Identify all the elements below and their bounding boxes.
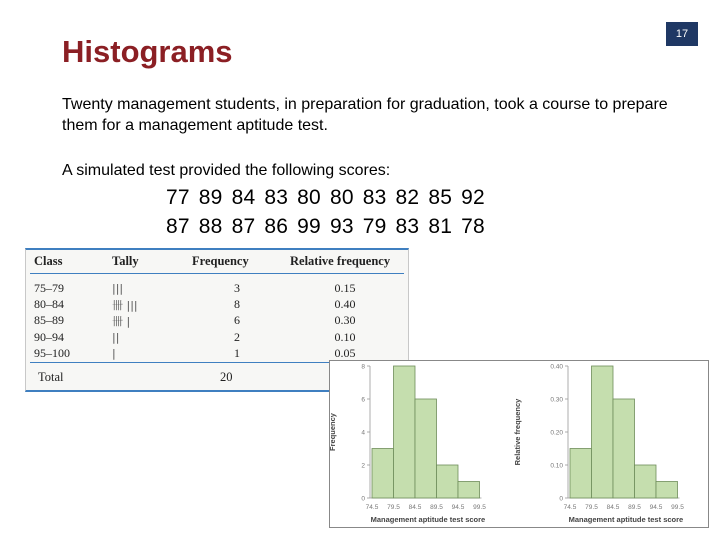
y-tick-label: 0.30 — [550, 396, 563, 404]
x-tick-label: 94.5 — [649, 504, 663, 511]
class-cell: 85–89 — [34, 313, 64, 328]
frequency-cell: 8 — [234, 297, 240, 312]
column-header-tally: Tally — [112, 254, 139, 268]
score-list — [166, 183, 485, 241]
column-header-relative-frequency: Relative frequency — [290, 254, 391, 268]
y-axis-label: Relative frequency — [513, 398, 522, 466]
total-value: 20 — [220, 370, 233, 384]
histogram-bar — [613, 399, 635, 498]
column-header-class: Class — [34, 254, 63, 268]
class-cell: 75–79 — [34, 280, 64, 295]
intro-paragraph: Twenty management students, in preparation for graduation, took a course to prepare them for a management aptitude test. — [62, 96, 668, 134]
frequency-cell: 3 — [234, 280, 240, 295]
tally-cell: 卌 ||| — [112, 298, 138, 312]
y-axis-label: Frequency — [328, 413, 337, 451]
relative-frequency-cell: 0.05 — [334, 346, 356, 361]
tally-cell: 卌 | — [112, 314, 131, 328]
x-axis-label: Management aptitude test score — [370, 515, 486, 524]
table-row — [30, 329, 404, 345]
histogram-charts — [330, 361, 708, 527]
x-axis-label: Management aptitude test score — [568, 515, 684, 524]
x-tick-label: 74.5 — [365, 504, 379, 511]
page-title: Histograms — [62, 34, 233, 69]
y-tick-label: 4 — [361, 429, 365, 437]
class-cell: 80–84 — [34, 297, 64, 312]
x-tick-label: 99.5 — [671, 504, 684, 511]
class-cell: 95–100 — [34, 346, 70, 361]
x-tick-label: 84.5 — [408, 504, 422, 511]
table-row — [30, 274, 404, 297]
table-row — [30, 296, 404, 312]
x-tick-label: 94.5 — [451, 504, 465, 511]
tally-cell: | — [112, 347, 116, 361]
y-tick-label: 0.10 — [550, 462, 563, 470]
y-tick-label: 0.40 — [550, 363, 563, 371]
x-tick-label: 99.5 — [473, 504, 486, 511]
x-tick-label: 79.5 — [585, 504, 598, 511]
histogram-panel — [329, 360, 709, 528]
total-label: Total — [38, 370, 64, 384]
x-tick-label: 89.5 — [628, 504, 641, 511]
relative-frequency-cell: 0.10 — [334, 329, 356, 344]
slide-number: 17 — [666, 22, 698, 46]
frequency-cell: 6 — [234, 313, 240, 328]
histogram-bar — [437, 465, 459, 498]
x-tick-label: 89.5 — [430, 504, 443, 511]
histogram-bar — [372, 449, 394, 499]
y-tick-label: 8 — [361, 363, 365, 371]
histogram-bar — [394, 366, 416, 498]
frequency-cell: 2 — [234, 329, 240, 344]
tally-cell: || — [112, 330, 120, 344]
y-tick-label: 6 — [361, 396, 365, 404]
y-tick-label: 0 — [559, 495, 563, 503]
histogram-bar — [656, 482, 678, 499]
histogram-bar — [592, 366, 614, 498]
table-row — [30, 313, 404, 329]
scores-intro: A simulated test provided the following scores: — [62, 162, 391, 179]
x-tick-label: 74.5 — [563, 504, 577, 511]
histogram-bar — [415, 399, 437, 498]
relative-frequency-cell: 0.15 — [334, 280, 356, 295]
y-tick-label: 2 — [361, 462, 365, 470]
histogram-bar — [570, 449, 592, 499]
y-tick-label: 0 — [361, 495, 365, 503]
frequency-cell: 1 — [234, 346, 240, 361]
class-cell: 90–94 — [34, 329, 64, 344]
column-header-frequency: Frequency — [192, 254, 249, 268]
x-tick-label: 79.5 — [387, 504, 400, 511]
relative-frequency-cell: 0.40 — [334, 297, 356, 312]
histogram-bar — [635, 465, 657, 498]
tally-cell: ||| — [112, 281, 124, 295]
score-row: 87 88 87 86 99 93 79 83 81 78 — [166, 215, 485, 238]
score-row: 77 89 84 83 80 80 83 82 85 92 — [166, 186, 485, 209]
x-tick-label: 84.5 — [606, 504, 620, 511]
relative-frequency-cell: 0.30 — [334, 313, 356, 328]
y-tick-label: 0.20 — [550, 429, 563, 437]
histogram-bar — [458, 482, 480, 499]
